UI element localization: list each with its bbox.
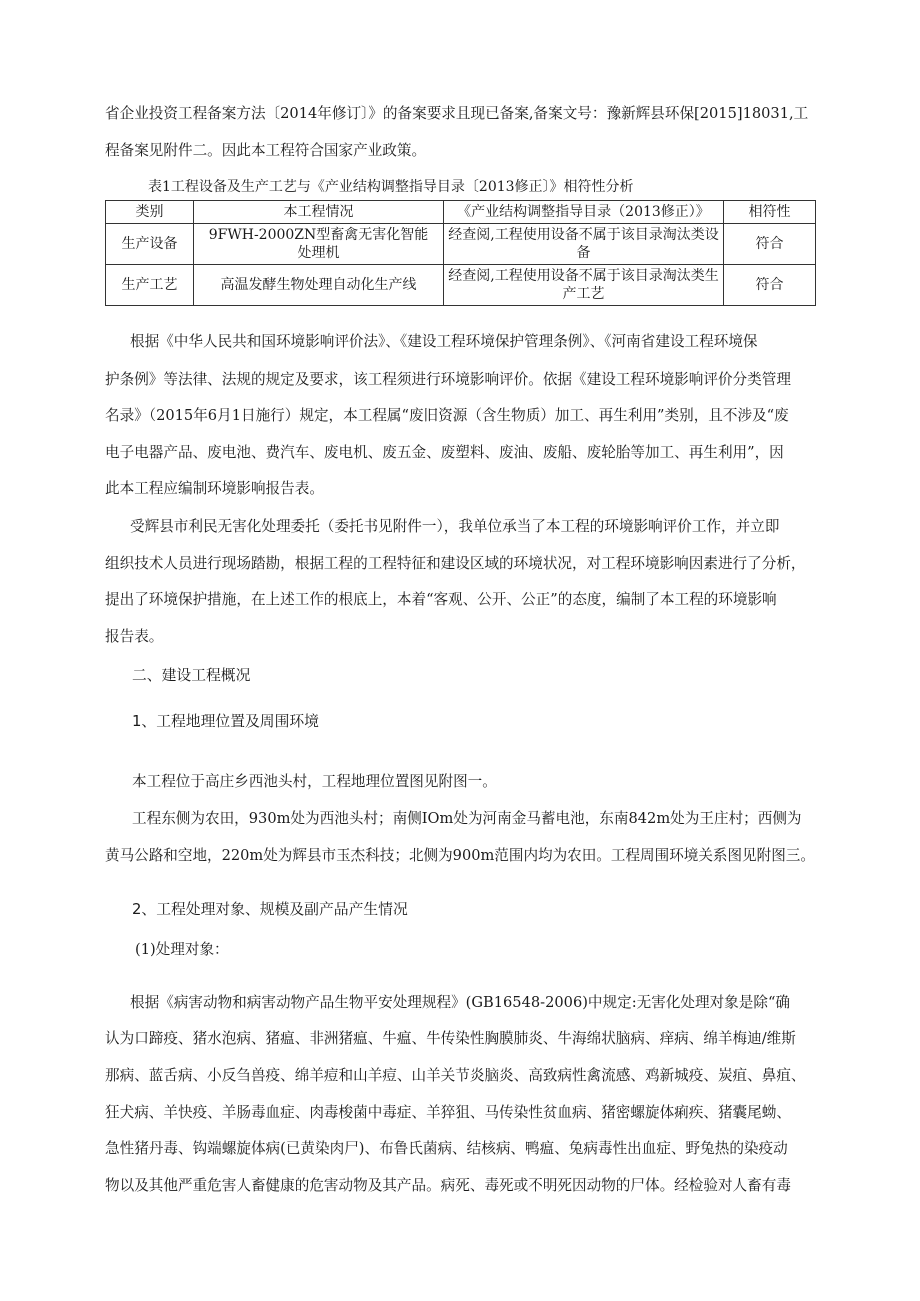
header-conformity: 相符性 (724, 201, 816, 224)
row-category: 生产工艺 (106, 265, 194, 306)
section-2-heading: 二、建设工程概况 (132, 667, 251, 684)
table-row (106, 265, 816, 306)
row-catalog (444, 265, 724, 306)
table-header-row (106, 201, 816, 224)
row-catalog-line: 产工艺 (562, 286, 605, 302)
header-catalog: 《产业结构调整指导目录（2013修正）》 (444, 201, 724, 224)
header-project: 本工程情况 (194, 201, 444, 224)
table-row (106, 224, 816, 265)
objects-line: 认为口蹄疫、猪水泡病、猪瘟、非洲猪瘟、牛瘟、牛传染性胸膜肺炎、牛海绵状脑病、痒病、绵羊梅迪/维斯 (105, 1030, 796, 1047)
subsection-2-heading: 2、工程处理对象、规模及副产品产生情况 (132, 901, 408, 918)
table-caption: 表1工程设备及生产工艺与《产业结构调整指导目录〔2013修正〕》相符性分析 (148, 179, 634, 195)
objects-label: (1)处理对象： (135, 941, 229, 958)
surround-line: 黄马公路和空地，220m处为辉县市玉杰科技；北侧为900m范围内均为农田。工程周围环境关系图见附图三。 (105, 847, 815, 864)
row-catalog-line: 经查阅,工程使用设备不属于该目录淘汰类生 (448, 268, 719, 284)
para-law-line: 电子电器产品、废电池、费汽车、废电机、废五金、废塑料、废油、废船、废轮胎等加工、再生利用”，因 (105, 444, 784, 461)
para-commission-line: 受辉县市利民无害化处理委托（委托书见附件一），我单位承当了本工程的环境影响评价工作，并立即 (130, 518, 780, 535)
header-category: 类别 (106, 201, 194, 224)
row-project (194, 265, 444, 306)
row-catalog-line: 备 (576, 245, 591, 261)
row-conformity: 符合 (724, 265, 816, 306)
location-line: 本工程位于高庄乡西池头村，工程地理位置图见附图一。 (132, 773, 497, 790)
row-category: 生产设备 (106, 224, 194, 265)
row-project-line: 处理机 (297, 245, 340, 261)
row-conformity: 符合 (724, 224, 816, 265)
para-law-line: 此本工程应编制环境影响报告表。 (105, 480, 324, 497)
row-catalog (444, 224, 724, 265)
para-commission-line: 组织技术人员进行现场踏勘，根据工程的工程特征和建设区域的环境状况，对工程环境影响因素进行了分析， (105, 555, 806, 572)
intro-line-2: 程备案见附件二。因此本工程符合国家产业政策。 (105, 142, 427, 159)
objects-line: 物以及其他严重危害人畜健康的危害动物及其产品。病死、毒死或不明死因动物的尸体。经检验对人畜有毒 (105, 1177, 791, 1194)
para-commission-line: 报告表。 (105, 628, 164, 645)
objects-line: 那病、蓝舌病、小反刍兽疫、绵羊痘和山羊痘、山羊关节炎脑炎、高致病性禽流感、鸡新城疫、炭疽、鼻疽、 (105, 1067, 806, 1084)
subsection-1-heading: 1、工程地理位置及周围环境 (132, 713, 319, 730)
objects-line: 根据《病害动物和病害动物产品生物平安处理规程》(GB16548-2006)中规定:无害化处理对象是除“确 (130, 994, 791, 1011)
row-project-line: 高温发酵生物处理自动化生产线 (220, 277, 417, 293)
para-law-line: 护条例》等法律、法规的规定及要求，该工程须进行环境影响评价。依据《建设工程环境影响评价分类管理 (105, 371, 791, 388)
para-law-line: 名录》（2015年6月1日施行）规定，本工程属“废旧资源（含生物质）加工、再生利用”类别，且不涉及“废 (105, 407, 789, 424)
intro-line-1: 省企业投资工程备案方法〔2014年修订〕》的备案要求且现已备案,备案文号：豫新辉县环保[2015]18031,工 (105, 105, 809, 122)
row-project-line: 9FWH-2000ZN型畜禽无害化智能 (208, 227, 429, 243)
para-law-line: 根据《中华人民共和国环境影响评价法》、《建设工程环境保护管理条例》、《河南省建设工程环境保 (130, 333, 758, 350)
row-catalog-line: 经查阅,工程使用设备不属于该目录淘汰类设 (448, 227, 719, 243)
surround-line: 工程东侧为农田，930m处为西池头村；南侧IOm处为河南金马蓄电池，东南842m处为王庄村；西侧为 (132, 810, 802, 827)
para-commission-line: 提出了环境保护措施，在上述工作的根底上，本着“客观、公开、公正”的态度，编制了本工程的环境影响 (105, 591, 777, 608)
objects-line: 狂犬病、羊快疫、羊肠毒血症、肉毒梭菌中毒症、羊猝狙、马传染性贫血病、猪密螺旋体痢疾、猪囊尾蚴、 (105, 1104, 791, 1121)
row-project (194, 224, 444, 265)
conformity-table (105, 200, 816, 306)
objects-line: 急性猪丹毒、钩端螺旋体病(已黄染肉尸)、布鲁氏菌病、结核病、鸭瘟、兔病毒性出血症、野兔热的染疫动 (105, 1140, 788, 1157)
